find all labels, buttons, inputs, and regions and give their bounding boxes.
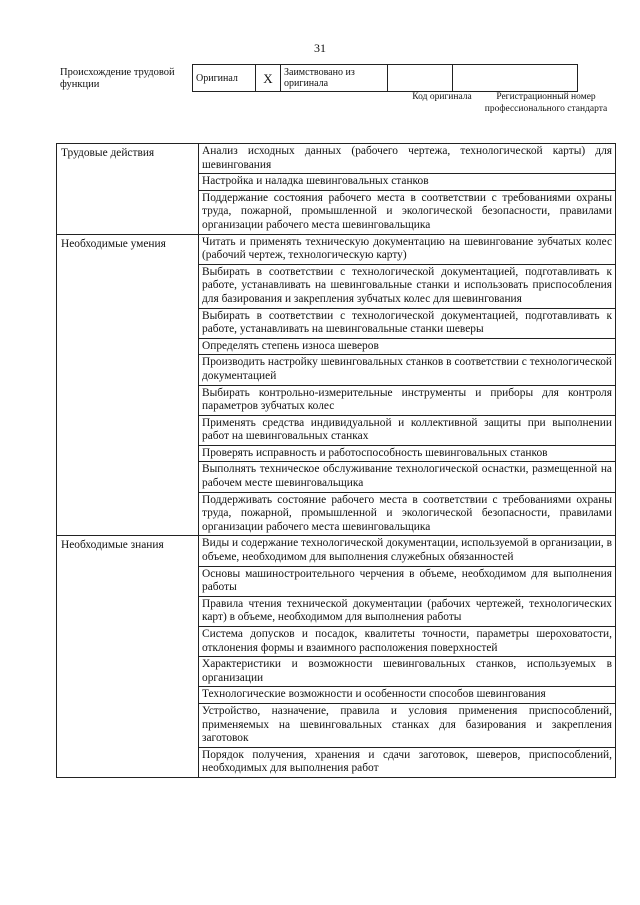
- labor-function-table: [56, 143, 616, 778]
- original-label: Оригинал: [193, 65, 256, 92]
- item-cell: Анализ исходных данных (рабочего чертежа, технологической карты) для шевингования: [199, 144, 616, 174]
- category-cell: Трудовые действия: [57, 144, 199, 235]
- item-cell: Виды и содержание технологической документации, используемой в организации, в объеме, необходимом для выполнения служебных обязанностей: [199, 536, 616, 566]
- item-cell: Читать и применять техническую документацию на шевингование зубчатых колес (рабочий чертеж, технологическую карту): [199, 234, 616, 264]
- item-cell: Производить настройку шевинговальных станков в соответствии с технологической документацией: [199, 355, 616, 385]
- item-cell: Характеристики и возможности шевинговальных станков, используемых в организации: [199, 657, 616, 687]
- original-mark: X: [256, 65, 281, 92]
- item-cell: Определять степень износа шеверов: [199, 338, 616, 355]
- registration-number-cell: [453, 65, 578, 92]
- origin-table: [192, 64, 578, 92]
- item-cell: Технологические возможности и особенности способов шевингования: [199, 687, 616, 704]
- category-cell: Необходимые знания: [57, 536, 199, 778]
- item-cell: Система допусков и посадок, квалитеты точности, параметры шероховатости, отклонения формы и взаимного расположения поверхностей: [199, 627, 616, 657]
- item-cell: Настройка и наладка шевинговальных станков: [199, 174, 616, 191]
- category-cell: Необходимые умения: [57, 234, 199, 536]
- item-cell: Применять средства индивидуальной и коллективной защиты при выполнении работ на шевинговальных станках: [199, 415, 616, 445]
- item-cell: Выполнять техническое обслуживание технологической оснастки, размещенной на рабочем месте шевинговальщика: [199, 462, 616, 492]
- item-cell: Поддерживать состояние рабочего места в соответствии с требованиями охраны труда, пожарной, промышленной и экологической безопасности, правилами организации рабочего места шевинговальщика: [199, 492, 616, 536]
- borrowed-label: Заимствовано из оригинала: [281, 65, 388, 92]
- registration-caption: Регистрационный номер профессионального стандарта: [484, 92, 608, 114]
- item-cell: Выбирать в соответствии с технологической документацией, подготавливать к работе, устанавливать на шевинговальные станки шеверы: [199, 308, 616, 338]
- item-cell: Проверять исправность и работоспособность шевинговальных станков: [199, 445, 616, 462]
- item-cell: Выбирать контрольно-измерительные инструменты и приборы для контроля параметров зубчатых колес: [199, 385, 616, 415]
- table-row: [57, 234, 616, 264]
- original-code-cell: [388, 65, 453, 92]
- table-row: [57, 144, 616, 174]
- page-number: 31: [314, 41, 326, 55]
- item-cell: Порядок получения, хранения и сдачи заготовок, шеверов, приспособлений, необходимых для выполнения работ: [199, 747, 616, 777]
- item-cell: Основы машиностроительного черчения в объеме, необходимом для выполнения работы: [199, 566, 616, 596]
- item-cell: Устройство, назначение, правила и условия применения приспособлений, применяемых на шевинговальных станках для базирования и закрепления заготовок: [199, 703, 616, 747]
- code-caption: Код оригинала: [412, 92, 472, 102]
- item-cell: Поддержание состояния рабочего места в соответствии с требованиями охраны труда, пожарной, промышленной и экологической безопасности, правилами организации рабочего места шевинговальщика: [199, 190, 616, 234]
- table-row: [57, 536, 616, 566]
- item-cell: Правила чтения технической документации (рабочих чертежей, технологических карт) в объеме, необходимом для выполнения работы: [199, 596, 616, 626]
- item-cell: Выбирать в соответствии с технологической документацией, подготавливать к работе, устанавливать на шевинговальные станки и использовать приспособления для базирования и закрепления зубчатых колес для шевингования: [199, 264, 616, 308]
- origin-label: Происхождение трудовой функции: [60, 67, 175, 90]
